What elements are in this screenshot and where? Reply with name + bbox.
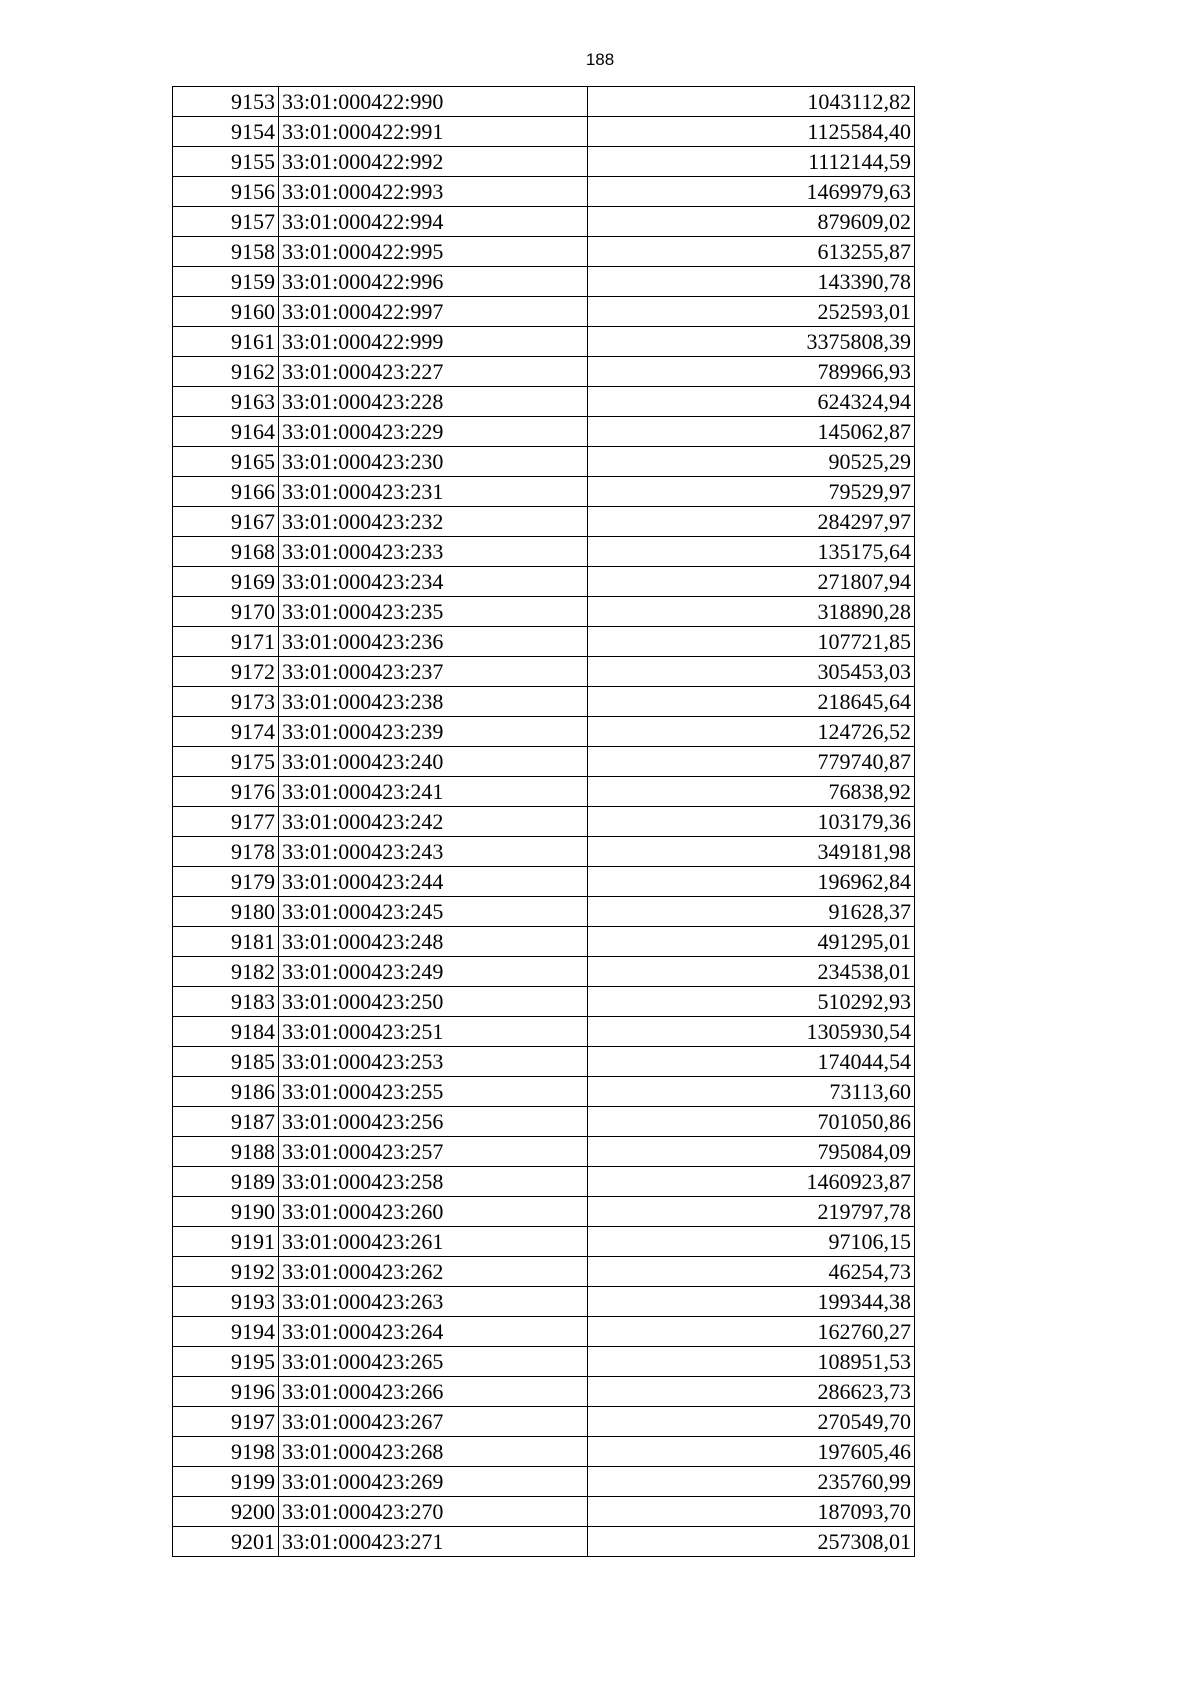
table-row	[173, 1077, 915, 1107]
cadastral-value-cell: 162760,27	[588, 1317, 915, 1347]
row-number-cell: 9170	[173, 597, 279, 627]
row-number-cell: 9199	[173, 1467, 279, 1497]
row-number-cell: 9190	[173, 1197, 279, 1227]
cadastral-number-cell: 33:01:000423:230	[279, 447, 588, 477]
cadastral-number-cell: 33:01:000423:240	[279, 747, 588, 777]
row-number-cell: 9162	[173, 357, 279, 387]
cadastral-number-cell: 33:01:000423:229	[279, 417, 588, 447]
row-number-cell: 9160	[173, 297, 279, 327]
row-number-cell: 9153	[173, 87, 279, 117]
row-number-cell: 9194	[173, 1317, 279, 1347]
row-number-cell: 9178	[173, 837, 279, 867]
table-row	[173, 867, 915, 897]
cadastral-value-cell: 103179,36	[588, 807, 915, 837]
cadastral-value-cell: 79529,97	[588, 477, 915, 507]
table-row	[173, 747, 915, 777]
cadastral-value-cell: 318890,28	[588, 597, 915, 627]
table-row	[173, 1347, 915, 1377]
table-row	[173, 507, 915, 537]
row-number-cell: 9191	[173, 1227, 279, 1257]
cadastral-number-cell: 33:01:000423:241	[279, 777, 588, 807]
cadastral-value-cell: 779740,87	[588, 747, 915, 777]
cadastral-value-cell: 510292,93	[588, 987, 915, 1017]
cadastral-value-cell: 174044,54	[588, 1047, 915, 1077]
cadastral-value-cell: 624324,94	[588, 387, 915, 417]
cadastral-value-cell: 199344,38	[588, 1287, 915, 1317]
row-number-cell: 9195	[173, 1347, 279, 1377]
cadastral-number-cell: 33:01:000422:991	[279, 117, 588, 147]
table-row	[173, 597, 915, 627]
table-row	[173, 807, 915, 837]
table-row	[173, 1107, 915, 1137]
table-row	[173, 387, 915, 417]
table-row	[173, 657, 915, 687]
cadastral-value-cell: 3375808,39	[588, 327, 915, 357]
table-row	[173, 987, 915, 1017]
page-number: 188	[585, 50, 615, 69]
cadastral-number-cell: 33:01:000422:996	[279, 267, 588, 297]
cadastral-number-cell: 33:01:000423:258	[279, 1167, 588, 1197]
cadastral-value-cell: 187093,70	[588, 1497, 915, 1527]
cadastral-number-cell: 33:01:000423:231	[279, 477, 588, 507]
cadastral-value-cell: 789966,93	[588, 357, 915, 387]
cadastral-value-cell: 234538,01	[588, 957, 915, 987]
table-row	[173, 447, 915, 477]
cadastral-value-cell: 107721,85	[588, 627, 915, 657]
cadastral-number-cell: 33:01:000423:256	[279, 1107, 588, 1137]
row-number-cell: 9176	[173, 777, 279, 807]
cadastral-number-cell: 33:01:000423:271	[279, 1527, 588, 1557]
row-number-cell: 9184	[173, 1017, 279, 1047]
cadastral-number-cell: 33:01:000423:251	[279, 1017, 588, 1047]
cadastral-number-cell: 33:01:000423:250	[279, 987, 588, 1017]
row-number-cell: 9159	[173, 267, 279, 297]
row-number-cell: 9200	[173, 1497, 279, 1527]
row-number-cell: 9198	[173, 1437, 279, 1467]
cadastral-value-cell: 1112144,59	[588, 147, 915, 177]
table-row	[173, 1047, 915, 1077]
table-row	[173, 1197, 915, 1227]
cadastral-value-cell: 1125584,40	[588, 117, 915, 147]
table-row	[173, 207, 915, 237]
row-number-cell: 9165	[173, 447, 279, 477]
table-row	[173, 1257, 915, 1287]
row-number-cell: 9163	[173, 387, 279, 417]
table-row	[173, 417, 915, 447]
row-number-cell: 9182	[173, 957, 279, 987]
row-number-cell: 9154	[173, 117, 279, 147]
cadastral-number-cell: 33:01:000423:269	[279, 1467, 588, 1497]
cadastral-number-cell: 33:01:000423:270	[279, 1497, 588, 1527]
cadastral-number-cell: 33:01:000423:265	[279, 1347, 588, 1377]
cadastral-number-cell: 33:01:000423:234	[279, 567, 588, 597]
cadastral-value-cell: 145062,87	[588, 417, 915, 447]
table-row	[173, 87, 915, 117]
cadastral-value-cell: 135175,64	[588, 537, 915, 567]
cadastral-number-cell: 33:01:000422:994	[279, 207, 588, 237]
row-number-cell: 9179	[173, 867, 279, 897]
cadastral-number-cell: 33:01:000423:239	[279, 717, 588, 747]
cadastral-number-cell: 33:01:000423:228	[279, 387, 588, 417]
cadastral-value-cell: 219797,78	[588, 1197, 915, 1227]
cadastral-value-cell: 879609,02	[588, 207, 915, 237]
cadastral-number-cell: 33:01:000423:233	[279, 537, 588, 567]
table-row	[173, 687, 915, 717]
row-number-cell: 9155	[173, 147, 279, 177]
cadastral-number-cell: 33:01:000423:244	[279, 867, 588, 897]
row-number-cell: 9180	[173, 897, 279, 927]
cadastral-value-cell: 1460923,87	[588, 1167, 915, 1197]
cadastral-value-cell: 349181,98	[588, 837, 915, 867]
cadastral-number-cell: 33:01:000423:267	[279, 1407, 588, 1437]
table-row	[173, 927, 915, 957]
table-row	[173, 627, 915, 657]
table-row	[173, 357, 915, 387]
row-number-cell: 9164	[173, 417, 279, 447]
cadastral-value-cell: 218645,64	[588, 687, 915, 717]
table-row	[173, 1167, 915, 1197]
cadastral-value-cell: 97106,15	[588, 1227, 915, 1257]
cadastral-value-cell: 108951,53	[588, 1347, 915, 1377]
table-row	[173, 327, 915, 357]
cadastral-value-cell: 196962,84	[588, 867, 915, 897]
cadastral-number-cell: 33:01:000422:999	[279, 327, 588, 357]
cadastral-value-cell: 91628,37	[588, 897, 915, 927]
cadastral-number-cell: 33:01:000423:268	[279, 1437, 588, 1467]
cadastral-number-cell: 33:01:000423:245	[279, 897, 588, 927]
table-row	[173, 1467, 915, 1497]
table-row	[173, 297, 915, 327]
table-row	[173, 237, 915, 267]
row-number-cell: 9156	[173, 177, 279, 207]
cadastral-value-cell: 305453,03	[588, 657, 915, 687]
row-number-cell: 9157	[173, 207, 279, 237]
row-number-cell: 9158	[173, 237, 279, 267]
cadastral-number-cell: 33:01:000423:248	[279, 927, 588, 957]
row-number-cell: 9183	[173, 987, 279, 1017]
table-row	[173, 1437, 915, 1467]
cadastral-value-cell: 491295,01	[588, 927, 915, 957]
table-row	[173, 957, 915, 987]
cadastral-value-cell: 76838,92	[588, 777, 915, 807]
cadastral-number-cell: 33:01:000423:257	[279, 1137, 588, 1167]
row-number-cell: 9175	[173, 747, 279, 777]
cadastral-number-cell: 33:01:000423:249	[279, 957, 588, 987]
row-number-cell: 9193	[173, 1287, 279, 1317]
table-row	[173, 1497, 915, 1527]
table-row	[173, 1287, 915, 1317]
table-row	[173, 477, 915, 507]
cadastral-number-cell: 33:01:000423:255	[279, 1077, 588, 1107]
row-number-cell: 9201	[173, 1527, 279, 1557]
row-number-cell: 9185	[173, 1047, 279, 1077]
cadastral-number-cell: 33:01:000423:260	[279, 1197, 588, 1227]
cadastral-number-cell: 33:01:000423:264	[279, 1317, 588, 1347]
row-number-cell: 9189	[173, 1167, 279, 1197]
table-row	[173, 1017, 915, 1047]
cadastral-number-cell: 33:01:000422:997	[279, 297, 588, 327]
cadastral-value-cell: 143390,78	[588, 267, 915, 297]
table-row	[173, 1227, 915, 1257]
cadastral-value-cell: 124726,52	[588, 717, 915, 747]
cadastral-number-cell: 33:01:000423:236	[279, 627, 588, 657]
cadastral-value-cell: 701050,86	[588, 1107, 915, 1137]
cadastral-value-cell: 1043112,82	[588, 87, 915, 117]
table-row	[173, 1407, 915, 1437]
cadastral-value-cell: 613255,87	[588, 237, 915, 267]
table-row	[173, 147, 915, 177]
cadastral-number-cell: 33:01:000423:237	[279, 657, 588, 687]
cadastral-value-table	[172, 86, 915, 1557]
table-row	[173, 537, 915, 567]
row-number-cell: 9167	[173, 507, 279, 537]
table-row	[173, 1377, 915, 1407]
cadastral-number-cell: 33:01:000423:243	[279, 837, 588, 867]
cadastral-number-cell: 33:01:000423:232	[279, 507, 588, 537]
row-number-cell: 9161	[173, 327, 279, 357]
table-row	[173, 567, 915, 597]
row-number-cell: 9168	[173, 537, 279, 567]
cadastral-value-cell: 252593,01	[588, 297, 915, 327]
row-number-cell: 9169	[173, 567, 279, 597]
row-number-cell: 9197	[173, 1407, 279, 1437]
table-row	[173, 1317, 915, 1347]
row-number-cell: 9188	[173, 1137, 279, 1167]
cadastral-value-cell: 284297,97	[588, 507, 915, 537]
row-number-cell: 9192	[173, 1257, 279, 1287]
cadastral-value-cell: 1305930,54	[588, 1017, 915, 1047]
row-number-cell: 9173	[173, 687, 279, 717]
row-number-cell: 9171	[173, 627, 279, 657]
cadastral-value-cell: 257308,01	[588, 1527, 915, 1557]
table-row	[173, 267, 915, 297]
table-row	[173, 1137, 915, 1167]
cadastral-number-cell: 33:01:000422:995	[279, 237, 588, 267]
cadastral-number-cell: 33:01:000422:990	[279, 87, 588, 117]
cadastral-number-cell: 33:01:000423:266	[279, 1377, 588, 1407]
row-number-cell: 9166	[173, 477, 279, 507]
cadastral-number-cell: 33:01:000423:261	[279, 1227, 588, 1257]
cadastral-value-cell: 90525,29	[588, 447, 915, 477]
cadastral-value-cell: 73113,60	[588, 1077, 915, 1107]
cadastral-number-cell: 33:01:000423:235	[279, 597, 588, 627]
row-number-cell: 9181	[173, 927, 279, 957]
table-row	[173, 897, 915, 927]
row-number-cell: 9186	[173, 1077, 279, 1107]
table-row	[173, 837, 915, 867]
row-number-cell: 9172	[173, 657, 279, 687]
row-number-cell: 9187	[173, 1107, 279, 1137]
cadastral-value-cell: 197605,46	[588, 1437, 915, 1467]
cadastral-number-cell: 33:01:000423:262	[279, 1257, 588, 1287]
table-body	[173, 87, 915, 1557]
cadastral-value-cell: 235760,99	[588, 1467, 915, 1497]
row-number-cell: 9174	[173, 717, 279, 747]
table-row	[173, 777, 915, 807]
table-row	[173, 117, 915, 147]
table-row	[173, 717, 915, 747]
cadastral-value-cell: 1469979,63	[588, 177, 915, 207]
cadastral-number-cell: 33:01:000423:227	[279, 357, 588, 387]
cadastral-value-cell: 795084,09	[588, 1137, 915, 1167]
cadastral-number-cell: 33:01:000423:253	[279, 1047, 588, 1077]
cadastral-number-cell: 33:01:000423:238	[279, 687, 588, 717]
row-number-cell: 9177	[173, 807, 279, 837]
cadastral-value-cell: 271807,94	[588, 567, 915, 597]
table-row	[173, 177, 915, 207]
cadastral-value-cell: 286623,73	[588, 1377, 915, 1407]
cadastral-number-cell: 33:01:000422:992	[279, 147, 588, 177]
cadastral-number-cell: 33:01:000422:993	[279, 177, 588, 207]
cadastral-value-cell: 270549,70	[588, 1407, 915, 1437]
cadastral-number-cell: 33:01:000423:242	[279, 807, 588, 837]
row-number-cell: 9196	[173, 1377, 279, 1407]
table-row	[173, 1527, 915, 1557]
cadastral-number-cell: 33:01:000423:263	[279, 1287, 588, 1317]
cadastral-value-cell: 46254,73	[588, 1257, 915, 1287]
